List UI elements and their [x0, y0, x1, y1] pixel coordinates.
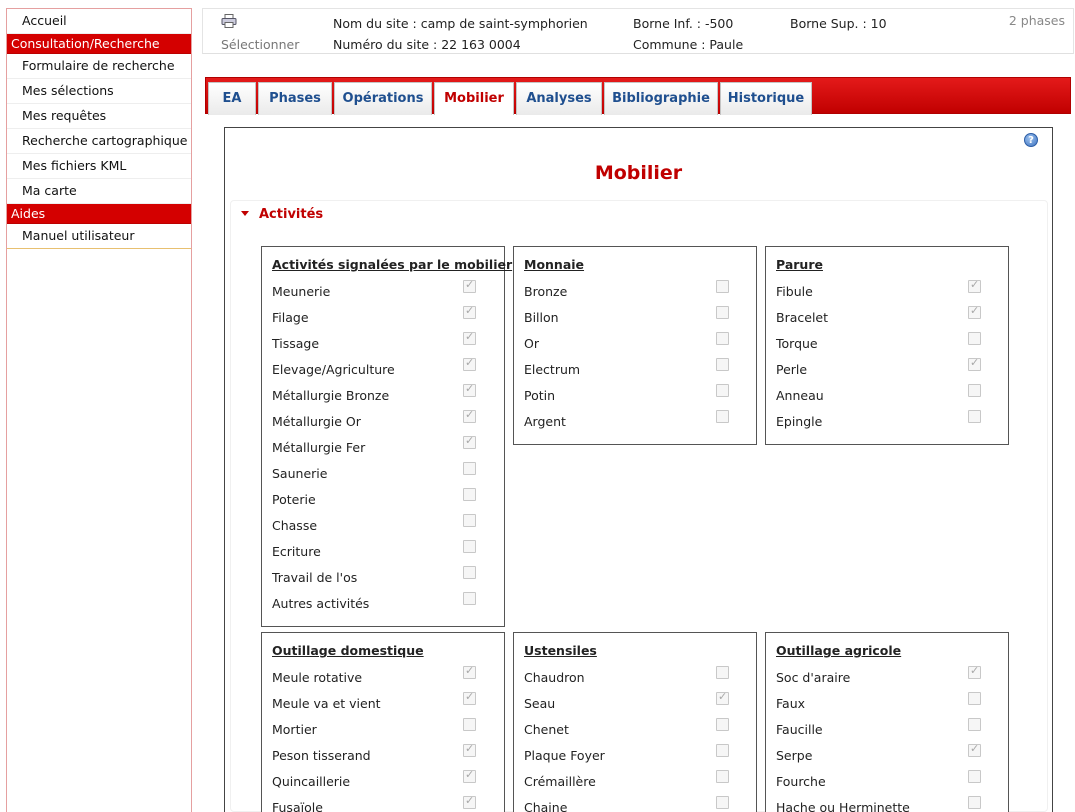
checkbox-checked[interactable] — [463, 666, 476, 679]
sidebar-item-mes-selections[interactable]: Mes sélections — [7, 79, 191, 104]
checkbox-label: Plaque Foyer — [524, 748, 605, 763]
fieldset-title: Parure — [776, 257, 823, 272]
checkbox-unchecked[interactable] — [716, 332, 729, 345]
checkbox-label: Seau — [524, 696, 556, 711]
checkbox-unchecked[interactable] — [716, 306, 729, 319]
checkbox-label: Billon — [524, 310, 559, 325]
commune: Commune : Paule — [633, 37, 744, 52]
checkbox-label: Or — [524, 336, 539, 351]
checkbox-label: Meule rotative — [272, 670, 363, 685]
checkbox-label: Métallurgie Or — [272, 414, 361, 429]
sidebar-item-ma-carte[interactable]: Ma carte — [7, 179, 191, 204]
fieldset-group — [765, 632, 1009, 812]
fieldset-group — [765, 246, 1009, 445]
borne-inf: Borne Inf. : -500 — [633, 16, 734, 31]
triangle-down-icon[interactable] — [241, 211, 249, 216]
checkbox-label: Saunerie — [272, 466, 328, 481]
tab-operations[interactable]: Opérations — [334, 82, 432, 115]
checkbox-label: Electrum — [524, 362, 581, 377]
checkbox-label: Ecriture — [272, 544, 321, 559]
checkbox-label: Soc d'araire — [776, 670, 851, 685]
fieldset-group — [261, 632, 505, 812]
checkbox-unchecked[interactable] — [463, 540, 476, 553]
checkbox-label: Meule va et vient — [272, 696, 381, 711]
checkbox-unchecked[interactable] — [716, 280, 729, 293]
checkbox-label: Quincaillerie — [272, 774, 351, 789]
checkbox-label: Epingle — [776, 414, 823, 429]
checkbox-label: Potin — [524, 388, 556, 403]
checkbox-label: Fusaïole — [272, 800, 323, 812]
checkbox-label: Métallurgie Fer — [272, 440, 366, 455]
checkbox-unchecked[interactable] — [968, 796, 981, 809]
checkbox-unchecked[interactable] — [716, 744, 729, 757]
checkbox-label: Tissage — [272, 336, 320, 351]
fieldset-group — [513, 246, 757, 445]
phases-count: 2 phases — [1008, 13, 1065, 28]
checkbox-label: Chaudron — [524, 670, 585, 685]
checkbox-unchecked[interactable] — [716, 718, 729, 731]
checkbox-checked[interactable] — [463, 770, 476, 783]
checkbox-checked[interactable] — [463, 280, 476, 293]
checkbox-checked[interactable] — [463, 796, 476, 809]
checkbox-label: Travail de l'os — [272, 570, 358, 585]
checkbox-unchecked[interactable] — [463, 462, 476, 475]
checkbox-label: Anneau — [776, 388, 824, 403]
tab-phases[interactable]: Phases — [258, 82, 332, 115]
checkbox-label: Chenet — [524, 722, 569, 737]
fieldset-title: Monnaie — [524, 257, 585, 272]
tab-bibliographie[interactable]: Bibliographie — [604, 82, 718, 115]
checkbox-unchecked[interactable] — [716, 410, 729, 423]
checkbox-label: Fibule — [776, 284, 813, 299]
sidebar-item-formulaire-de-recherche[interactable]: Formulaire de recherche — [7, 54, 191, 79]
checkbox-label: Torque — [776, 336, 818, 351]
checkbox-unchecked[interactable] — [463, 488, 476, 501]
checkbox-label: Bracelet — [776, 310, 829, 325]
checkbox-label: Métallurgie Bronze — [272, 388, 390, 403]
checkbox-unchecked[interactable] — [968, 384, 981, 397]
sidebar-item-recherche-cartographique[interactable]: Recherche cartographique — [7, 129, 191, 154]
checkbox-unchecked[interactable] — [716, 666, 729, 679]
checkbox-label: Chaine — [524, 800, 568, 812]
site-number: Numéro du site : 22 163 0004 — [333, 37, 521, 52]
checkbox-label: Perle — [776, 362, 808, 377]
checkbox-label: Serpe — [776, 748, 813, 763]
checkbox-label: Meunerie — [272, 284, 331, 299]
checkbox-checked[interactable] — [463, 332, 476, 345]
help-icon[interactable]: ? — [1024, 133, 1038, 147]
sidebar — [6, 8, 192, 812]
fieldset-title: Ustensiles — [524, 643, 597, 658]
sidebar-section-consultation-recherche: Consultation/Recherche — [7, 34, 191, 54]
checkbox-unchecked[interactable] — [716, 796, 729, 809]
checkbox-label: Bronze — [524, 284, 568, 299]
sidebar-item-manuel-utilisateur[interactable]: Manuel utilisateur — [7, 224, 191, 249]
accordion-header-activites[interactable]: Activités — [259, 207, 324, 222]
checkbox-checked[interactable] — [463, 384, 476, 397]
checkbox-checked[interactable] — [968, 306, 981, 319]
checkbox-label: Filage — [272, 310, 309, 325]
checkbox-label: Faux — [776, 696, 806, 711]
checkbox-checked[interactable] — [463, 692, 476, 705]
checkbox-checked[interactable] — [463, 436, 476, 449]
fieldset-group — [513, 632, 757, 812]
printer-icon[interactable] — [221, 14, 237, 28]
sidebar-item-mes-fichiers-kml[interactable]: Mes fichiers KML — [7, 154, 191, 179]
checkbox-unchecked[interactable] — [716, 384, 729, 397]
tab-analyses[interactable]: Analyses — [516, 82, 602, 115]
fieldset-group — [261, 246, 513, 627]
checkbox-label: Mortier — [272, 722, 317, 737]
checkbox-checked[interactable] — [716, 692, 729, 705]
checkbox-label: Peson tisserand — [272, 748, 371, 763]
checkbox-label: Poterie — [272, 492, 316, 507]
checkbox-checked[interactable] — [463, 744, 476, 757]
checkbox-unchecked[interactable] — [968, 332, 981, 345]
checkbox-checked[interactable] — [968, 744, 981, 757]
checkbox-unchecked[interactable] — [968, 770, 981, 783]
site-name: Nom du site : camp de saint-symphorien — [333, 16, 588, 31]
tab-bar — [205, 77, 1071, 114]
checkbox-unchecked[interactable] — [716, 358, 729, 371]
fieldset-title: Outillage agricole — [776, 643, 902, 658]
checkbox-checked[interactable] — [968, 666, 981, 679]
page-title: Mobilier — [594, 162, 683, 184]
site-header — [202, 8, 1074, 54]
checkbox-checked[interactable] — [463, 358, 476, 371]
checkbox-checked[interactable] — [968, 358, 981, 371]
sidebar-item-mes-requetes[interactable]: Mes requêtes — [7, 104, 191, 129]
checkbox-checked[interactable] — [968, 280, 981, 293]
select-link[interactable]: Sélectionner — [221, 37, 300, 52]
checkbox-unchecked[interactable] — [968, 692, 981, 705]
checkbox-unchecked[interactable] — [463, 566, 476, 579]
checkbox-label: Chasse — [272, 518, 318, 533]
checkbox-checked[interactable] — [463, 306, 476, 319]
checkbox-label: Autres activités — [272, 596, 370, 611]
checkbox-unchecked[interactable] — [716, 770, 729, 783]
checkbox-label: Elevage/Agriculture — [272, 362, 395, 377]
sidebar-item-accueil[interactable]: Accueil — [7, 9, 191, 34]
checkbox-label: Hache ou Herminette — [776, 800, 910, 812]
checkbox-unchecked[interactable] — [463, 718, 476, 731]
tab-ea[interactable]: EA — [208, 82, 256, 115]
checkbox-unchecked[interactable] — [968, 718, 981, 731]
borne-sup: Borne Sup. : 10 — [790, 16, 887, 31]
checkbox-unchecked[interactable] — [463, 592, 476, 605]
fieldset-title: Outillage domestique — [272, 643, 424, 658]
checkbox-label: Argent — [524, 414, 566, 429]
checkbox-unchecked[interactable] — [968, 410, 981, 423]
checkbox-label: Faucille — [776, 722, 823, 737]
fieldset-title: Activités signalées par le mobilier — [272, 257, 513, 272]
tab-historique[interactable]: Historique — [720, 82, 812, 115]
checkbox-label: Fourche — [776, 774, 826, 789]
sidebar-section-aides: Aides — [7, 204, 191, 224]
checkbox-label: Crémaillère — [524, 774, 596, 789]
tab-mobilier[interactable]: Mobilier — [434, 82, 514, 115]
checkbox-checked[interactable] — [463, 410, 476, 423]
checkbox-unchecked[interactable] — [463, 514, 476, 527]
